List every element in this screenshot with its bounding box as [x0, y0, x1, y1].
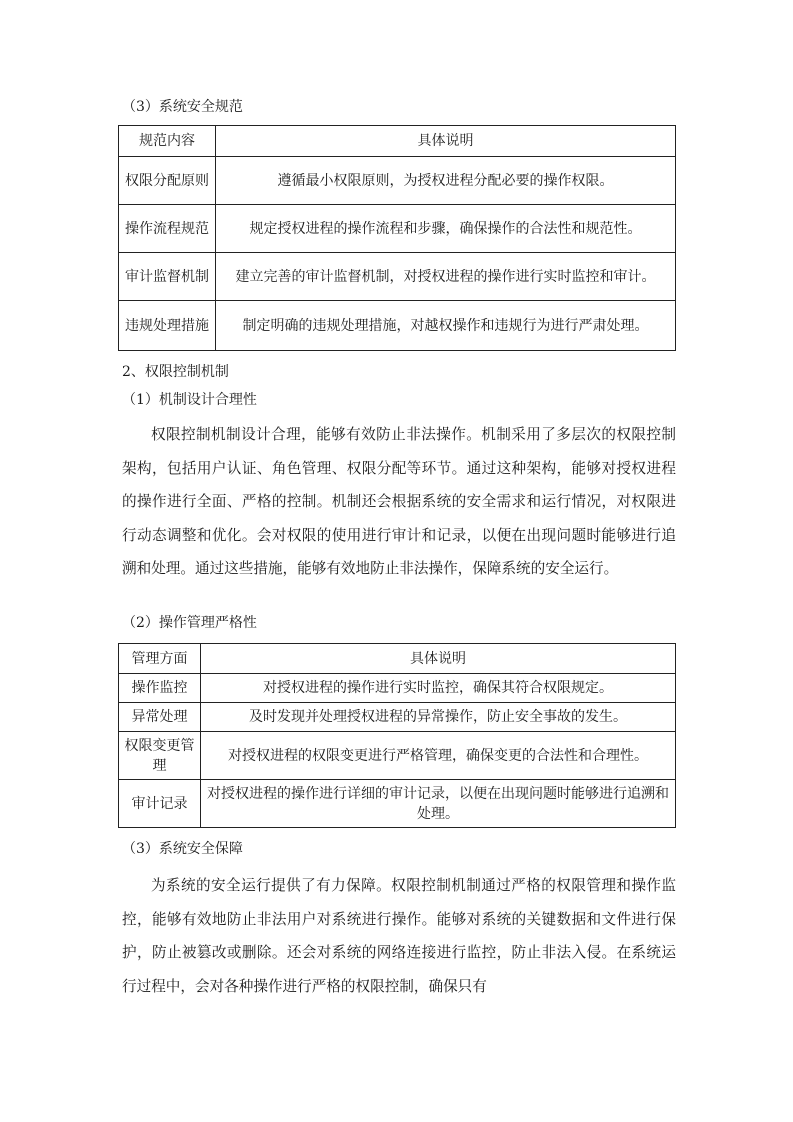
table-cell-description: 制定明确的违规处理措施，对越权操作和违规行为进行严肃处理。: [216, 301, 676, 351]
table-cell-label: 权限变更管理: [119, 732, 201, 780]
table-cell-label: 异常处理: [119, 703, 201, 732]
table-cell-description: 建立完善的审计监督机制，对授权进程的操作进行实时监控和审计。: [216, 253, 676, 301]
table-cell-description: 对授权进程的权限变更进行严格管理，确保变更的合法性和合理性。: [201, 732, 676, 780]
table-row: [119, 253, 676, 301]
table-header-row: [119, 644, 676, 674]
paragraph-mechanism-design: [122, 418, 676, 586]
table-row: [119, 732, 676, 780]
paragraph-text: 权限控制机制设计合理，能够有效防止非法操作。机制采用了多层次的权限控制架构，包括用户认证、角色管理、权限分配等环节。通过这种架构，能够对授权进程的操作进行全面、严格的控制。机制还会根据系统的安全需求和运行情况，对权限进行动态调整和优化。会对权限的使用进行审计和记录，以便在出现问题时能够进行追溯和处理。通过这些措施，能够有效地防止非法操作，保障系统的安全运行。: [122, 426, 676, 577]
table-cell-description: 遵循最小权限原则，为授权进程分配必要的操作权限。: [216, 157, 676, 205]
table-row: [119, 157, 676, 205]
table-cell-label: 操作流程规范: [119, 205, 216, 253]
table-row: [119, 674, 676, 703]
table-row: [119, 205, 676, 253]
section-heading-system-security-norms: （3）系统安全规范: [122, 99, 243, 115]
paragraph-text: 为系统的安全运行提供了有力保障。权限控制机制通过严格的权限管理和操作监控，能够有效地防止非法用户对系统进行操作。能够对系统的关键数据和文件进行保护，防止被篡改或删除。还会对系统的网络连接进行监控，防止非法入侵。在系统运行过程中，会对各种操作进行严格的权限控制，确保只有: [122, 877, 676, 995]
table-cell-description: 对授权进程的操作进行详细的审计记录，以便在出现问题时能够进行追溯和处理。: [201, 780, 676, 828]
table-header-cell: 规范内容: [119, 126, 216, 157]
table-header-cell: 具体说明: [216, 126, 676, 157]
table-cell-label: 权限分配原则: [119, 157, 216, 205]
table-cell-label: 操作监控: [119, 674, 201, 703]
table-row: [119, 703, 676, 732]
subheading-operation-management: （2）操作管理严格性: [122, 615, 257, 631]
table-cell-description: 规定授权进程的操作流程和步骤，确保操作的合法性和规范性。: [216, 205, 676, 253]
subheading-mechanism-design: （1）机制设计合理性: [122, 392, 257, 408]
table-row: [119, 780, 676, 828]
table-header-row: [119, 126, 676, 157]
table-cell-description: 对授权进程的操作进行实时监控，确保其符合权限规定。: [201, 674, 676, 703]
table-cell-label: 审计记录: [119, 780, 201, 828]
heading-permission-control-mechanism: 2、权限控制机制: [122, 364, 229, 380]
security-norms-table: [118, 125, 676, 351]
subheading-system-security-guarantee: （3）系统安全保障: [122, 841, 243, 857]
operation-management-table: [118, 643, 676, 828]
table-header-cell: 具体说明: [201, 644, 676, 674]
table-cell-label: 审计监督机制: [119, 253, 216, 301]
table-cell-description: 及时发现并处理授权进程的异常操作，防止安全事故的发生。: [201, 703, 676, 732]
table-row: [119, 301, 676, 351]
paragraph-system-security: [122, 869, 676, 1003]
table-header-cell: 管理方面: [119, 644, 201, 674]
table-cell-label: 违规处理措施: [119, 301, 216, 351]
